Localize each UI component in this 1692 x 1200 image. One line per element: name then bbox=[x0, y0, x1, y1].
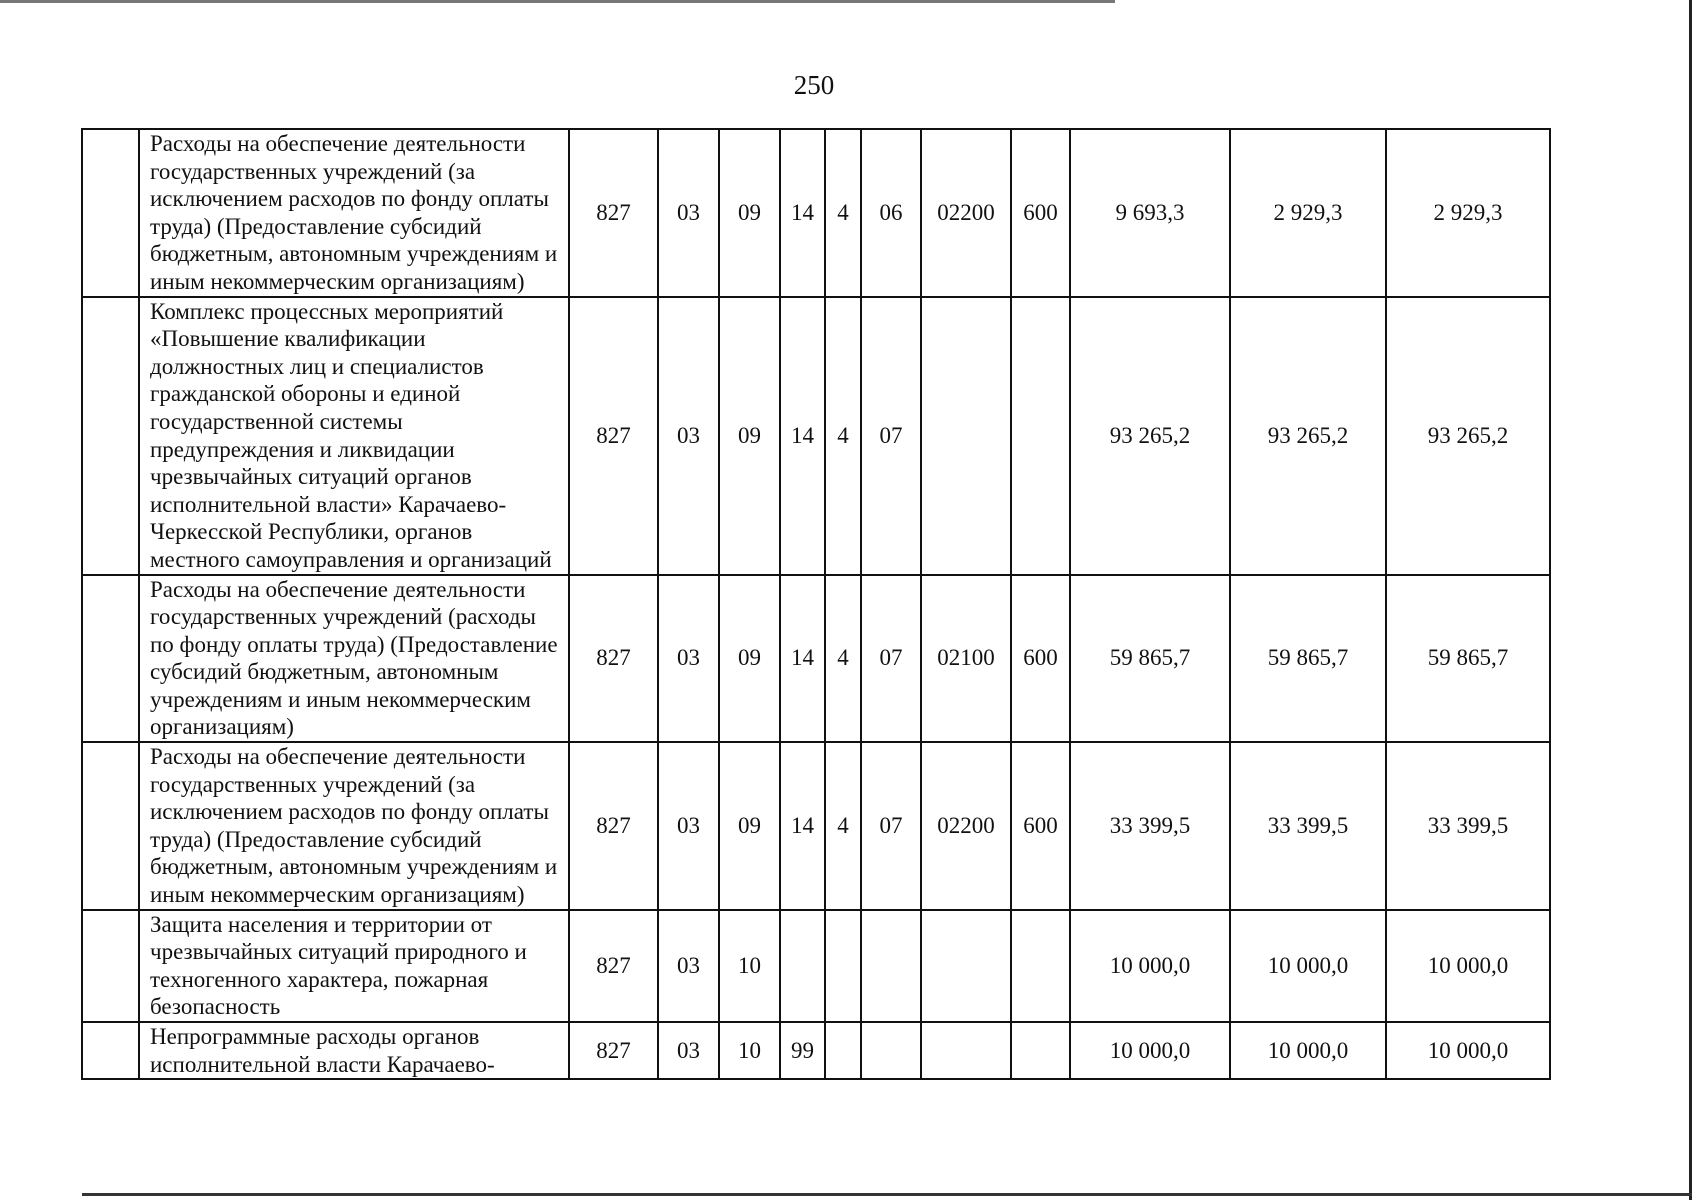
ved-cell: 827 bbox=[569, 297, 658, 575]
row-number-cell bbox=[82, 297, 139, 575]
sum-year2-cell: 10 000,0 bbox=[1230, 910, 1386, 1022]
row-number-cell bbox=[82, 575, 139, 743]
pr-cell: 09 bbox=[719, 575, 780, 743]
csr-part1-cell: 14 bbox=[780, 575, 825, 743]
sum-year3-cell: 2 929,3 bbox=[1386, 129, 1550, 297]
csr-part2-cell bbox=[825, 910, 861, 1022]
vr-cell: 600 bbox=[1011, 742, 1070, 910]
description-cell: Расходы на обеспечение деятельности государственных учреждений (за исключением расходов по фонду оплаты труда) (Предоставление субсидий бюджетным, автономным учреждениям и иным некоммерческим организациям) bbox=[139, 742, 569, 910]
table-row bbox=[82, 297, 1550, 575]
sum-year1-cell: 59 865,7 bbox=[1070, 575, 1230, 743]
csr-part1-cell: 99 bbox=[780, 1022, 825, 1079]
sum-year3-cell: 33 399,5 bbox=[1386, 742, 1550, 910]
scan-border-top bbox=[0, 0, 1115, 3]
sum-year3-cell: 93 265,2 bbox=[1386, 297, 1550, 575]
description-cell: Комплекс процессных мероприятий «Повышение квалификации должностных лиц и специалистов гражданской обороны и единой государственной системы предупреждения и ликвидации чрезвычайных ситуаций органов исполнительной власти» Карачаево-Черкесской Республики, органов местного самоуправления и организаций bbox=[139, 297, 569, 575]
table-row bbox=[82, 910, 1550, 1022]
csr-part3-cell: 06 bbox=[861, 129, 921, 297]
csr-part1-cell bbox=[780, 910, 825, 1022]
rz-cell: 03 bbox=[658, 742, 719, 910]
row-number-cell bbox=[82, 1022, 139, 1079]
csr-part3-cell bbox=[861, 1022, 921, 1079]
vr-cell: 600 bbox=[1011, 129, 1070, 297]
rz-cell: 03 bbox=[658, 297, 719, 575]
sum-year1-cell: 93 265,2 bbox=[1070, 297, 1230, 575]
ved-cell: 827 bbox=[569, 910, 658, 1022]
csr-part2-cell: 4 bbox=[825, 575, 861, 743]
csr-part4-cell bbox=[921, 910, 1011, 1022]
csr-part1-cell: 14 bbox=[780, 129, 825, 297]
ved-cell: 827 bbox=[569, 1022, 658, 1079]
vr-cell: 600 bbox=[1011, 575, 1070, 743]
sum-year1-cell: 9 693,3 bbox=[1070, 129, 1230, 297]
pr-cell: 09 bbox=[719, 742, 780, 910]
ved-cell: 827 bbox=[569, 575, 658, 743]
scan-border-bottom bbox=[82, 1193, 1692, 1196]
csr-part2-cell bbox=[825, 1022, 861, 1079]
description-cell: Расходы на обеспечение деятельности государственных учреждений (за исключением расходов по фонду оплаты труда) (Предоставление субсидий бюджетным, автономным учреждениям и иным некоммерческим организациям) bbox=[139, 129, 569, 297]
csr-part4-cell: 02200 bbox=[921, 129, 1011, 297]
sum-year2-cell: 59 865,7 bbox=[1230, 575, 1386, 743]
pr-cell: 09 bbox=[719, 129, 780, 297]
csr-part4-cell: 02100 bbox=[921, 575, 1011, 743]
description-cell: Защита населения и территории от чрезвычайных ситуаций природного и техногенного характера, пожарная безопасность bbox=[139, 910, 569, 1022]
vr-cell bbox=[1011, 297, 1070, 575]
description-cell: Расходы на обеспечение деятельности государственных учреждений (расходы по фонду оплаты труда) (Предоставление субсидий бюджетным, автономным учреждениям и иным некоммерческим организациям) bbox=[139, 575, 569, 743]
csr-part4-cell bbox=[921, 1022, 1011, 1079]
budget-table bbox=[81, 128, 1551, 1080]
row-number-cell bbox=[82, 742, 139, 910]
csr-part1-cell: 14 bbox=[780, 742, 825, 910]
sum-year2-cell: 33 399,5 bbox=[1230, 742, 1386, 910]
sum-year3-cell: 10 000,0 bbox=[1386, 1022, 1550, 1079]
csr-part2-cell: 4 bbox=[825, 742, 861, 910]
csr-part3-cell: 07 bbox=[861, 297, 921, 575]
rz-cell: 03 bbox=[658, 129, 719, 297]
row-number-cell bbox=[82, 129, 139, 297]
sum-year2-cell: 2 929,3 bbox=[1230, 129, 1386, 297]
vr-cell bbox=[1011, 910, 1070, 1022]
table-row bbox=[82, 129, 1550, 297]
csr-part3-cell: 07 bbox=[861, 575, 921, 743]
sum-year1-cell: 10 000,0 bbox=[1070, 910, 1230, 1022]
table-row bbox=[82, 742, 1550, 910]
csr-part1-cell: 14 bbox=[780, 297, 825, 575]
description-cell: Непрограммные расходы органов исполнительной власти Карачаево- bbox=[139, 1022, 569, 1079]
sum-year1-cell: 33 399,5 bbox=[1070, 742, 1230, 910]
csr-part3-cell bbox=[861, 910, 921, 1022]
sum-year1-cell: 10 000,0 bbox=[1070, 1022, 1230, 1079]
sum-year2-cell: 10 000,0 bbox=[1230, 1022, 1386, 1079]
rz-cell: 03 bbox=[658, 575, 719, 743]
csr-part4-cell: 02200 bbox=[921, 742, 1011, 910]
page-number: 250 bbox=[793, 70, 835, 100]
pr-cell: 10 bbox=[719, 910, 780, 1022]
ved-cell: 827 bbox=[569, 742, 658, 910]
table-row bbox=[82, 575, 1550, 743]
ved-cell: 827 bbox=[569, 129, 658, 297]
table-row bbox=[82, 1022, 1550, 1079]
csr-part4-cell bbox=[921, 297, 1011, 575]
sum-year2-cell: 93 265,2 bbox=[1230, 297, 1386, 575]
rz-cell: 03 bbox=[658, 1022, 719, 1079]
csr-part2-cell: 4 bbox=[825, 297, 861, 575]
csr-part2-cell: 4 bbox=[825, 129, 861, 297]
vr-cell bbox=[1011, 1022, 1070, 1079]
sum-year3-cell: 59 865,7 bbox=[1386, 575, 1550, 743]
sum-year3-cell: 10 000,0 bbox=[1386, 910, 1550, 1022]
rz-cell: 03 bbox=[658, 910, 719, 1022]
row-number-cell bbox=[82, 910, 139, 1022]
pr-cell: 10 bbox=[719, 1022, 780, 1079]
csr-part3-cell: 07 bbox=[861, 742, 921, 910]
pr-cell: 09 bbox=[719, 297, 780, 575]
